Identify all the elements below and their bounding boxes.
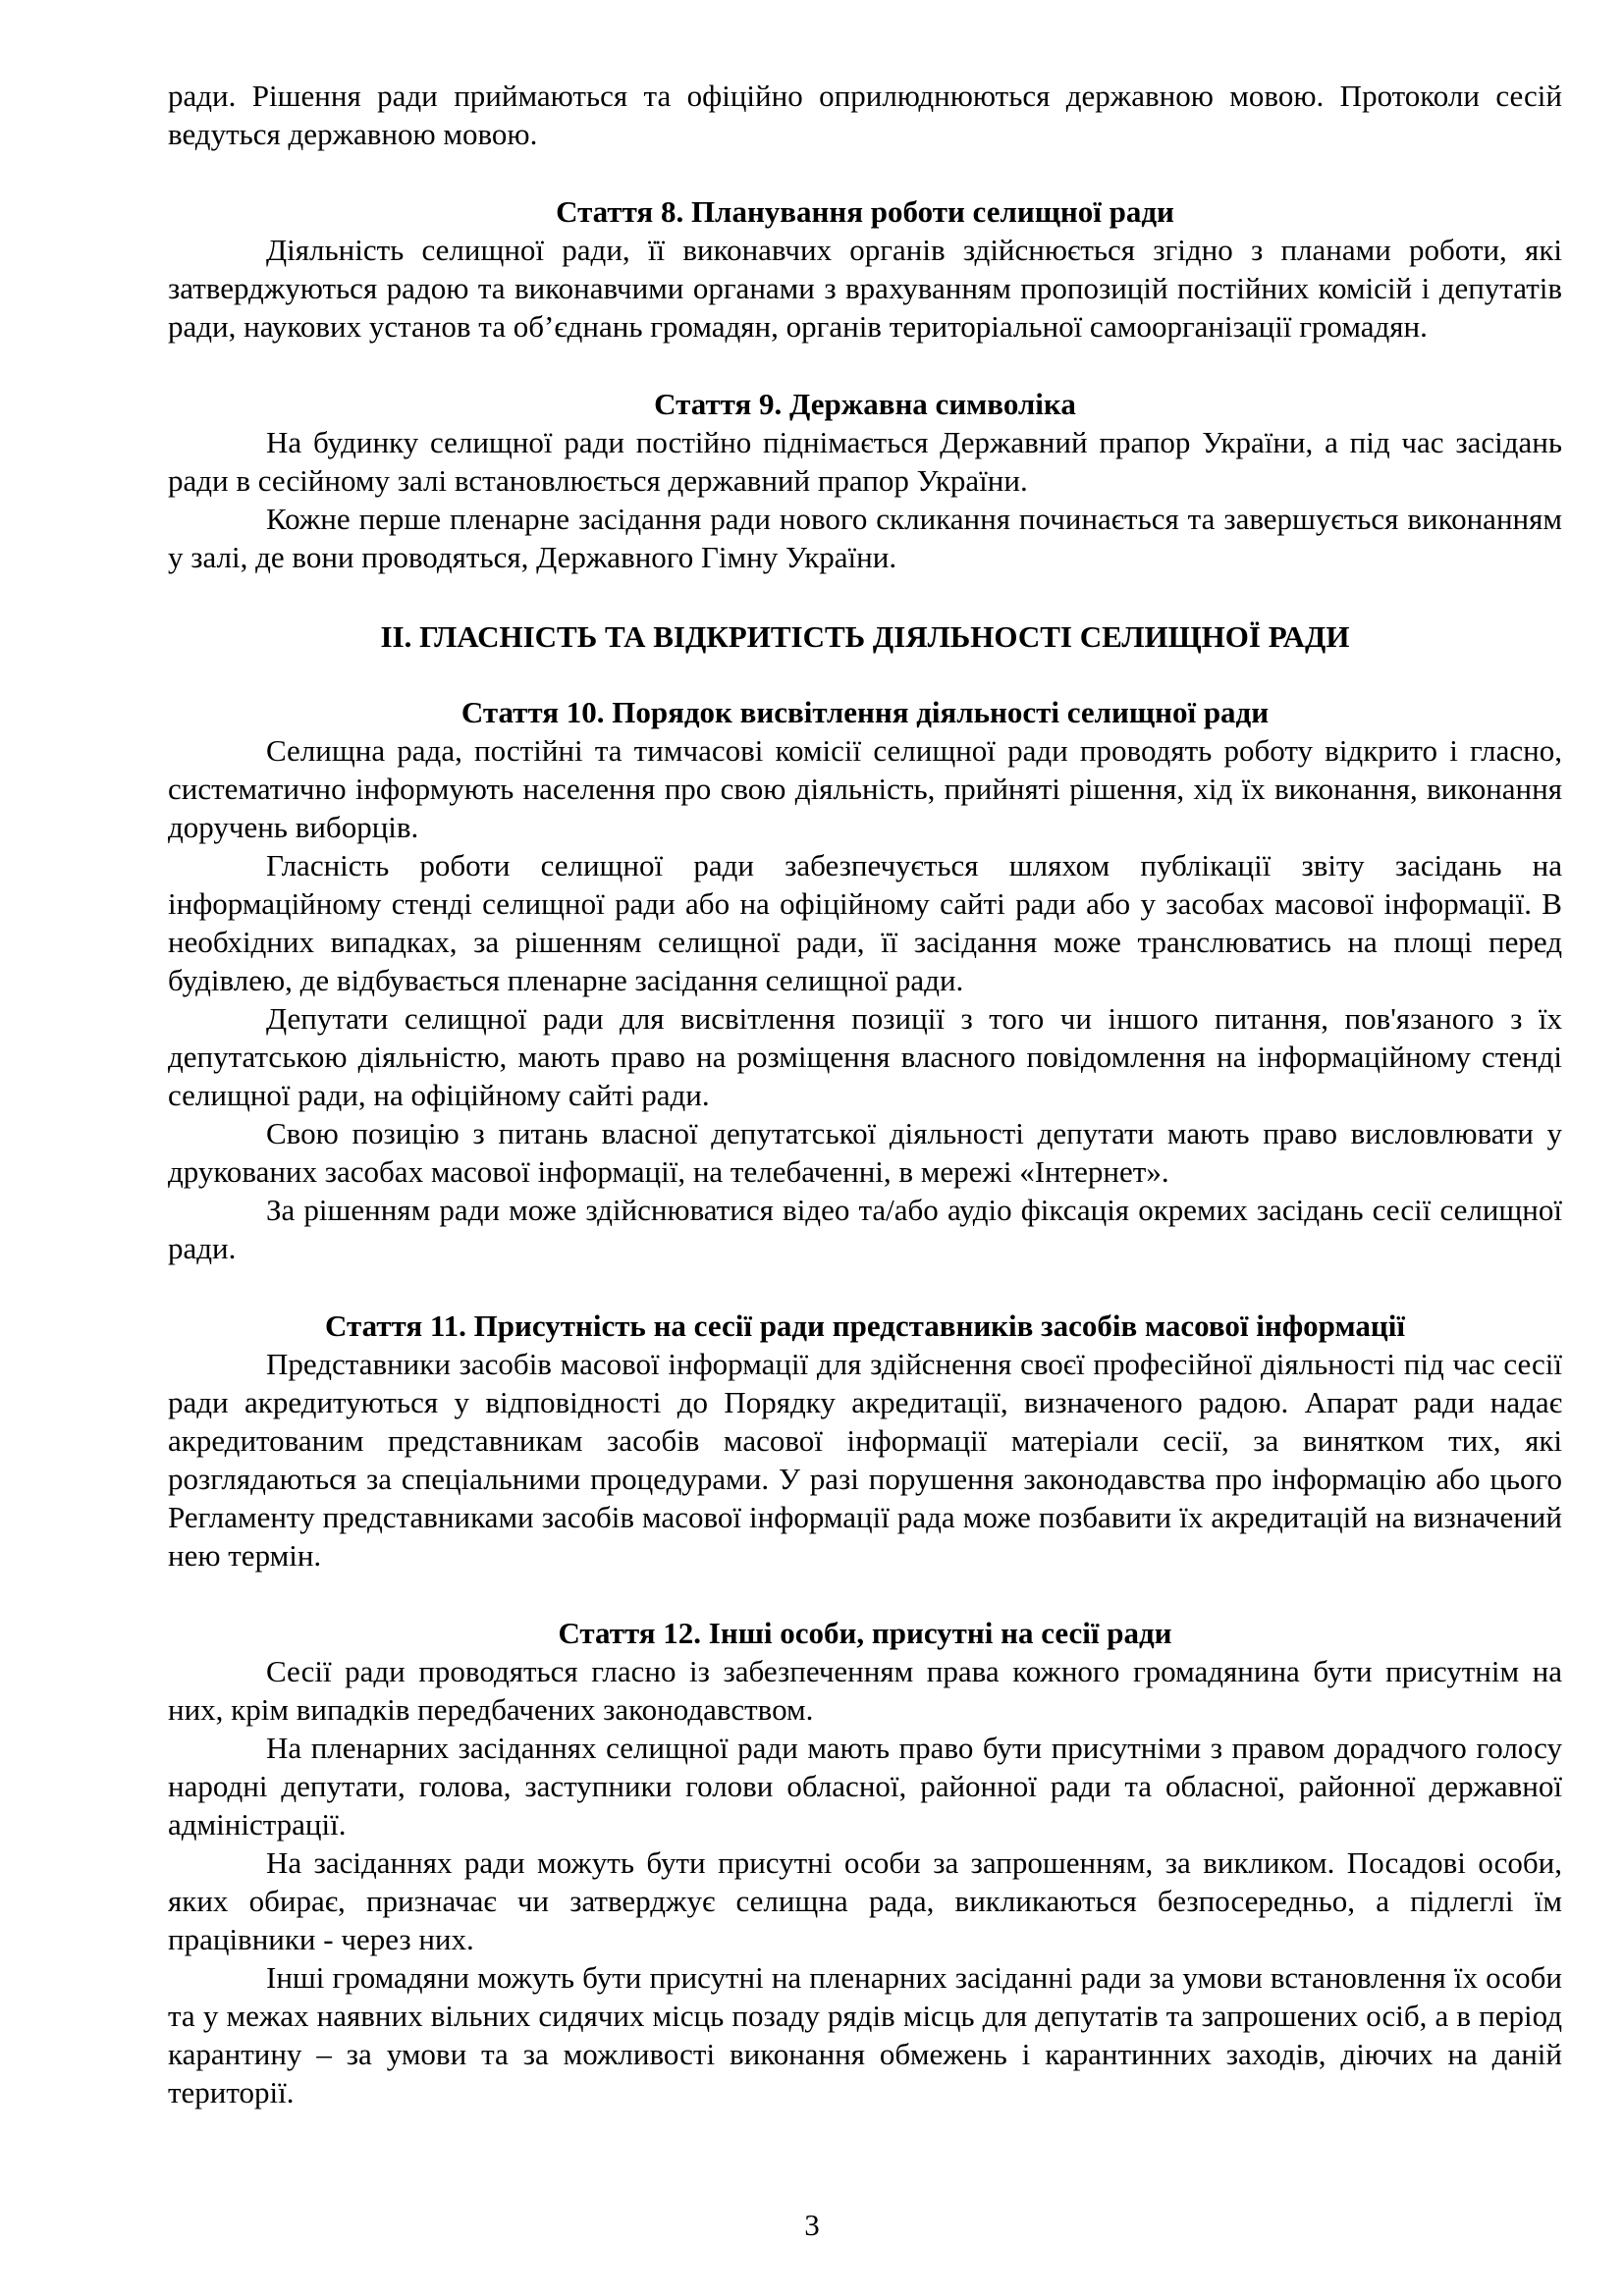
- article-12-paragraph: Інші громадяни можуть бути присутні на пленарних засіданні ради за умови встановлення їх особи та у межах наявних вільних сидячих місць позаду рядів місць для депутатів та запрошених осіб, а в період карантину – за умови та за можливості виконання обмежень і карантинних заходів, діючих на даній території.: [168, 1960, 1562, 2109]
- article-9-paragraph: Кожне перше пленарне засідання ради нового скликання починається та завершується виконанням у залі, де вони проводяться, Державного Гімну України.: [168, 502, 1562, 574]
- section-2-title: ІІ. ГЛАСНІСТЬ ТА ВІДКРИТІСТЬ ДІЯЛЬНОСТІ СЕЛИЩНОЇ РАДИ: [380, 619, 1350, 654]
- article-10-paragraph: Гласність роботи селищної ради забезпечується шляхом публікації звіту засідань на інформаційному стенді селищної ради або на офіційному сайті ради або у засобах масової інформації. В необхідних випадках, за рішенням селищної ради, її засідання може транслюватись на площі перед будівлею, де відбувається пленарне засідання селищної ради.: [168, 848, 1562, 997]
- article-9-paragraph: На будинку селищної ради постійно піднімається Державний прапор України, а під час засідань ради в сесійному залі встановлюється державний прапор України.: [168, 425, 1562, 498]
- document-page: [168, 77, 1562, 2111]
- article-11-paragraph: Представники засобів масової інформації для здійснення своєї професійної діяльності під час сесії ради акредитуються у відповідності до Порядку акредитації, визначеного радою. Апарат ради надає акредитованим представникам засобів масової інформації матеріали сесії, за винятком тих, які розглядаються за спеціальними процедурами. У разі порушення законодавства про інформацію або цього Регламенту представниками засобів масової інформації рада може позбавити їх акредитацій на визначений нею термін.: [168, 1347, 1562, 1573]
- page-number: 3: [804, 2208, 820, 2242]
- intro-paragraph: ради. Рішення ради приймаються та офіційно оприлюднюються державною мовою. Протоколи сесій ведуться державною мовою.: [168, 79, 1562, 151]
- article-8-paragraph: Діяльність селищної ради, її виконавчих органів здійснюється згідно з планами роботи, які затверджуються радою та виконавчими органами з врахуванням пропозицій постійних комісій і депутатів ради, наукових установ та об’єднань громадян, органів територіальної самоорганізації громадян.: [168, 233, 1562, 344]
- article-12-paragraph: Сесії ради проводяться гласно із забезпеченням права кожного громадянина бути присутнім на них, крім випадків передбачених законодавством.: [168, 1654, 1562, 1727]
- article-11-title: Стаття 11. Присутність на сесії ради представників засобів масової інформації: [325, 1308, 1405, 1343]
- article-10-paragraph: Селищна рада, постійні та тимчасові комісії селищної ради проводять роботу відкрито і гласно, систематично інформують населення про свою діяльність, прийняті рішення, хід їх виконання, виконання доручень виборців.: [168, 733, 1562, 844]
- article-10-paragraph: Депутати селищної ради для висвітлення позиції з того чи іншого питання, пов'язаного з їх депутатською діяльністю, мають право на розміщення власного повідомлення на інформаційному стенді селищної ради, на офіційному сайті ради.: [168, 1001, 1562, 1112]
- article-12-paragraph: На пленарних засіданнях селищної ради мають право бути присутніми з правом дорадчого голосу народні депутати, голова, заступники голови обласної, районної ради та обласної, районної державної адміністрації.: [168, 1731, 1562, 1842]
- article-12-paragraph: На засіданнях ради можуть бути присутні особи за запрошенням, за викликом. Посадові особи, яких обирає, призначає чи затверджує селищна рада, викликаються безпосередньо, а підлеглі їм працівники - через них.: [168, 1845, 1562, 1956]
- article-10-title: Стаття 10. Порядок висвітлення діяльності селищної ради: [460, 695, 1270, 729]
- article-10-paragraph: Свою позицію з питань власної депутатської діяльності депутати мають право висловлювати у друкованих засобах масової інформації, на телебаченні, в мережі «Інтернет».: [168, 1116, 1562, 1189]
- article-8-title: Стаття 8. Планування роботи селищної ради: [556, 194, 1174, 229]
- article-10-paragraph: За рішенням ради може здійснюватися відео та/або аудіо фіксація окремих засідань сесії селищної ради.: [168, 1193, 1562, 1265]
- article-9-title: Стаття 9. Державна символіка: [654, 387, 1076, 421]
- article-12-title: Стаття 12. Інші особи, присутні на сесії ради: [558, 1616, 1172, 1650]
